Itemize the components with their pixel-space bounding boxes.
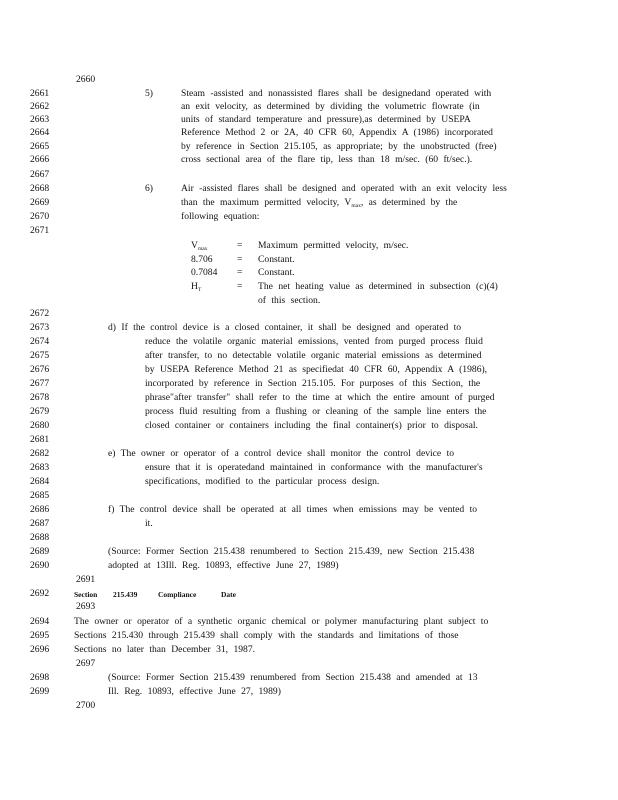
line-number: 2687 <box>30 518 50 529</box>
definition-text: The net heating value as determined in subsection (c)(4) <box>258 281 498 292</box>
source-note-line: adopted at 13Ill. Reg. 10893, effective June 27, 1989) <box>108 560 339 571</box>
line-number: 2682 <box>30 448 50 459</box>
compliance-line: Sections 215.430 through 215.439 shall comply with the standards and limitations of those <box>74 630 459 641</box>
line-number: 2694 <box>30 616 50 627</box>
line-number: 2677 <box>30 378 50 389</box>
line-number: 2699 <box>30 686 50 697</box>
definition-text: Maximum permitted velocity, m/sec. <box>258 240 409 251</box>
line-number: 2664 <box>30 127 50 138</box>
item-5-marker: 5) <box>145 88 153 99</box>
item-6-marker: 6) <box>145 183 153 194</box>
subsection-f-line: f) The control device shall be operated at all times when emissions may be vented to <box>108 504 478 515</box>
line-number: 2674 <box>30 336 50 347</box>
line-number: 2689 <box>30 546 50 557</box>
line-number: 2662 <box>30 101 50 112</box>
definition-text: Constant. <box>258 254 295 265</box>
line-number: 2693 <box>76 601 96 612</box>
item-5-line: an exit velocity, as determined by dividing the volumetric flowrate (in <box>181 101 480 112</box>
line-number: 2688 <box>30 532 50 543</box>
line-number: 2678 <box>30 392 50 403</box>
line-number: 2700 <box>76 700 96 711</box>
line-number: 2673 <box>30 322 50 333</box>
subsection-d-line: incorporated by reference in Section 215.105. For purposes of this Section, the <box>145 378 481 389</box>
line-number: 2671 <box>30 225 50 236</box>
line-number: 2691 <box>76 574 96 585</box>
definition-equals: = <box>237 281 243 292</box>
subsection-f-line: it. <box>145 518 153 529</box>
source-note-line: (Source: Former Section 215.439 renumbered from Section 215.438 and amended at 13 <box>108 672 478 683</box>
line-number: 2665 <box>30 141 50 152</box>
line-number: 2696 <box>30 644 50 655</box>
line-number: 2663 <box>30 114 50 125</box>
section-heading-date: Date <box>221 590 236 599</box>
definition-symbol: 8.706 <box>191 254 213 265</box>
line-number: 2680 <box>30 420 50 431</box>
subsection-e-line: specifications, modified to the particular process design. <box>145 476 380 487</box>
line-number: 2695 <box>30 630 50 641</box>
subsection-d-line: by USEPA Reference Method 21 as specifiedat 40 CFR 60, Appendix A (1986), <box>145 364 488 375</box>
source-note-line: (Source: Former Section 215.438 renumbered to Section 215.439, new Section 215.438 <box>108 546 475 557</box>
section-heading-word: Section <box>74 590 98 599</box>
line-number: 2692 <box>30 588 50 599</box>
line-number: 2690 <box>30 560 50 571</box>
subsection-e-line: ensure that it is operatedand maintained in conformance with the manufacturer's <box>145 462 483 473</box>
item-5-line: units of standard temperature and pressure),as determined by USEPA <box>181 114 471 125</box>
section-heading-number: 215.439 <box>113 590 138 599</box>
source-note-line: Ill. Reg. 10893, effective June 27, 1989) <box>108 686 281 697</box>
line-number: 2686 <box>30 504 50 515</box>
item-6-line <box>181 197 457 210</box>
line-number: 2672 <box>30 308 50 319</box>
line-number: 2676 <box>30 364 50 375</box>
definition-equals: = <box>237 240 243 251</box>
item-6-line: following equation: <box>181 211 260 222</box>
definition-text: Constant. <box>258 267 295 278</box>
compliance-line: The owner or operator of a synthetic organic chemical or polymer manufacturing plant subject to <box>74 616 489 627</box>
definition-equals: = <box>237 267 243 278</box>
line-number: 2669 <box>30 197 50 208</box>
item-6-line2-end: , as determined by the <box>360 197 458 208</box>
section-heading-title: Compliance <box>158 590 197 599</box>
line-number: 2668 <box>30 183 50 194</box>
line-number: 2685 <box>30 490 50 501</box>
item-6-line: Air -assisted flares shall be designed and operated with an exit velocity less <box>181 183 507 194</box>
subsection-d-line: reduce the volatile organic material emissions, vented from purged process fluid <box>145 336 483 347</box>
subsection-d-line: process fluid resulting from a flushing or cleaning of the sample line enters the <box>145 406 487 417</box>
item-6-line2-start: than the maximum permitted velocity, V <box>181 197 352 208</box>
compliance-line: Sections no later than December 31, 1987. <box>74 644 256 655</box>
subsection-d-line: d) If the control device is a closed container, it shall be designed and operated to <box>108 322 462 333</box>
subsection-e-line: e) The owner or operator of a control device shall monitor the control device to <box>108 448 455 459</box>
line-number: 2667 <box>30 169 50 180</box>
line-number: 2660 <box>76 74 96 85</box>
line-number: 2661 <box>30 88 50 99</box>
item-5-line: Steam -assisted and nonassisted flares shall be designedand operated with <box>181 88 492 99</box>
line-number: 2670 <box>30 211 50 222</box>
subsection-d-line: phrase"after transfer" shall refer to the time at which the entire amount of purged <box>145 392 495 403</box>
subsection-d-line: closed container or containers including the final container(s) prior to disposal. <box>145 420 478 431</box>
definition-text: of this section. <box>258 295 321 306</box>
line-number: 2666 <box>30 154 50 165</box>
definition-symbol: 0.7084 <box>191 267 218 278</box>
line-number: 2683 <box>30 462 50 473</box>
line-number: 2697 <box>76 658 96 669</box>
line-number: 2675 <box>30 350 50 361</box>
line-number: 2681 <box>30 434 50 445</box>
line-number: 2684 <box>30 476 50 487</box>
definition-symbol: $H_T$ <box>191 281 202 293</box>
definition-symbol: $V_{max}$ <box>191 240 208 252</box>
line-number: 2679 <box>30 406 50 417</box>
item-5-line: cross sectional area of the flare tip, less than 18 m/sec. (60 ft/sec.). <box>181 154 473 165</box>
definition-equals: = <box>237 254 243 265</box>
item-5-line: Reference Method 2 or 2A, 40 CFR 60, Appendix A (1986) incorporated <box>181 127 493 138</box>
item-5-line: by reference in Section 215.105, as appropriate; by the unobstructed (free) <box>181 141 497 152</box>
vmax-subscript: max <box>351 203 361 209</box>
subsection-d-line: after transfer, to no detectable volatile organic material emissions as determined <box>145 350 482 361</box>
line-number: 2698 <box>30 672 50 683</box>
